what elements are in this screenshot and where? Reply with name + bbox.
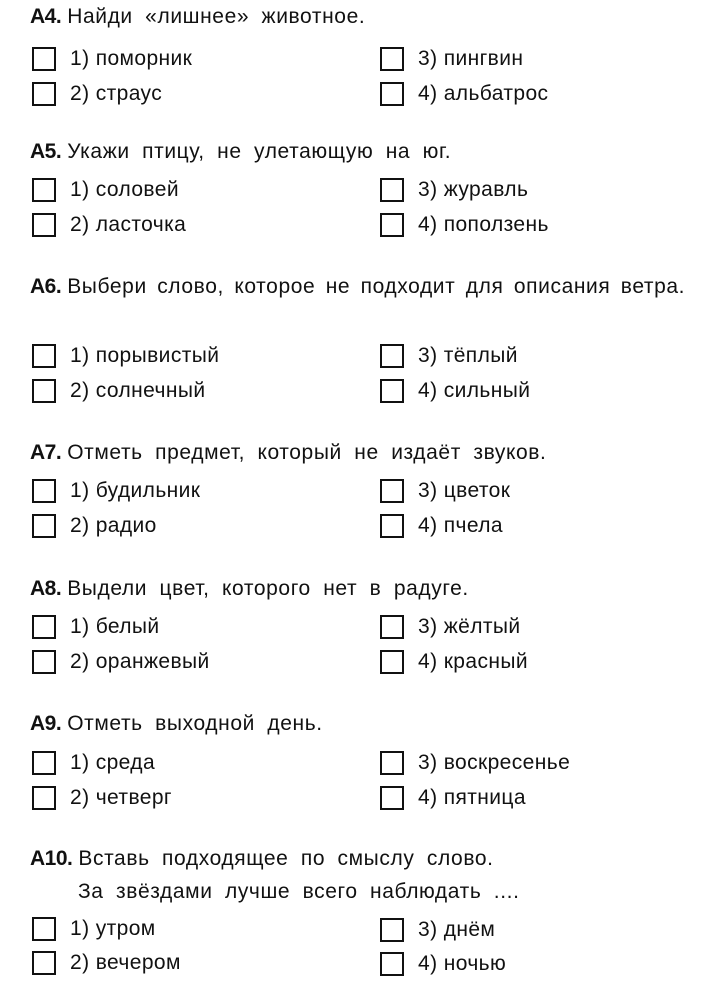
answer-checkbox[interactable] xyxy=(380,47,404,71)
answer-checkbox[interactable] xyxy=(32,82,56,106)
option-label: 1) порывистый xyxy=(70,344,220,367)
question-number: А5. xyxy=(30,140,62,163)
question-number: А8. xyxy=(30,577,62,600)
option-label: 4) ночью xyxy=(418,952,507,975)
option-2[interactable] xyxy=(32,377,205,405)
answer-checkbox[interactable] xyxy=(32,178,56,202)
option-label: 1) среда xyxy=(70,751,156,774)
answer-checkbox[interactable] xyxy=(380,650,404,674)
option-4[interactable] xyxy=(380,950,506,978)
answer-checkbox[interactable] xyxy=(32,650,56,674)
question-header xyxy=(30,4,365,30)
option-label: 2) солнечный xyxy=(70,379,206,402)
answer-checkbox[interactable] xyxy=(380,479,404,503)
option-1[interactable] xyxy=(32,477,200,505)
question-text: Найди «лишнее» животное. xyxy=(67,5,366,28)
option-label: 2) оранжевый xyxy=(70,650,210,673)
option-label: 3) жёлтый xyxy=(418,615,521,638)
option-label: 2) страус xyxy=(70,82,163,105)
answer-checkbox[interactable] xyxy=(380,786,404,810)
option-3[interactable] xyxy=(380,749,570,777)
option-1[interactable] xyxy=(32,613,160,641)
question-text: Укажи птицу, не улетающую на юг. xyxy=(67,140,452,163)
option-label: 2) ласточка xyxy=(70,213,187,236)
answer-checkbox[interactable] xyxy=(32,917,56,941)
option-3[interactable] xyxy=(380,176,528,204)
option-1[interactable] xyxy=(32,176,179,204)
option-label: 4) альбатрос xyxy=(418,82,549,105)
answer-checkbox[interactable] xyxy=(380,82,404,106)
option-2[interactable] xyxy=(32,784,172,812)
option-4[interactable] xyxy=(380,377,530,405)
option-4[interactable] xyxy=(380,211,549,239)
option-label: 1) будильник xyxy=(70,479,201,502)
option-3[interactable] xyxy=(380,342,518,370)
answer-checkbox[interactable] xyxy=(32,344,56,368)
question-header xyxy=(30,272,702,302)
option-1[interactable] xyxy=(32,749,155,777)
option-label: 3) журавль xyxy=(418,178,529,201)
answer-checkbox[interactable] xyxy=(32,479,56,503)
question-text-line2: За звёздами лучше всего наблюдать .... xyxy=(78,880,520,903)
option-3[interactable] xyxy=(380,613,521,641)
option-label: 3) тёплый xyxy=(418,344,518,367)
option-4[interactable] xyxy=(380,512,503,540)
option-label: 2) радио xyxy=(70,514,157,537)
answer-checkbox[interactable] xyxy=(32,47,56,71)
option-label: 1) поморник xyxy=(70,47,193,70)
option-label: 4) пятница xyxy=(418,786,526,809)
option-2[interactable] xyxy=(32,648,210,676)
option-label: 2) вечером xyxy=(70,951,181,974)
question-text: Отметь предмет, который не издаёт звуков. xyxy=(67,441,547,464)
answer-checkbox[interactable] xyxy=(32,514,56,538)
option-4[interactable] xyxy=(380,784,526,812)
answer-checkbox[interactable] xyxy=(32,751,56,775)
question-number: А9. xyxy=(30,712,62,735)
option-1[interactable] xyxy=(32,915,156,943)
question-text: Вставь подходящее по смыслу слово. xyxy=(78,847,494,870)
option-label: 1) утром xyxy=(70,917,156,940)
question-text: Выдели цвет, которого нет в радуге. xyxy=(67,577,469,600)
option-label: 4) пчела xyxy=(418,514,503,537)
answer-checkbox[interactable] xyxy=(32,213,56,237)
option-label: 3) воскресенье xyxy=(418,751,571,774)
option-label: 4) поползень xyxy=(418,213,549,236)
option-label: 2) четверг xyxy=(70,786,172,809)
question-header xyxy=(30,576,469,602)
option-3[interactable] xyxy=(380,45,523,73)
option-1[interactable] xyxy=(32,342,219,370)
answer-checkbox[interactable] xyxy=(380,344,404,368)
question-text: Выбери слово, которое не подходит для описания ветра. xyxy=(67,275,686,298)
option-4[interactable] xyxy=(380,80,548,108)
answer-checkbox[interactable] xyxy=(380,952,404,976)
answer-checkbox[interactable] xyxy=(32,786,56,810)
answer-checkbox[interactable] xyxy=(380,751,404,775)
question-text: Отметь выходной день. xyxy=(67,712,323,735)
question-number: А7. xyxy=(30,441,62,464)
option-label: 3) цветок xyxy=(418,479,511,502)
option-1[interactable] xyxy=(32,45,192,73)
option-2[interactable] xyxy=(32,211,186,239)
question-number: А10. xyxy=(30,847,73,870)
question-number: А4. xyxy=(30,5,62,28)
option-2[interactable] xyxy=(32,949,181,977)
answer-checkbox[interactable] xyxy=(32,615,56,639)
question-number: А6. xyxy=(30,275,62,298)
answer-checkbox[interactable] xyxy=(32,379,56,403)
question-header xyxy=(30,139,451,165)
answer-checkbox[interactable] xyxy=(380,379,404,403)
option-4[interactable] xyxy=(380,648,528,676)
option-label: 1) белый xyxy=(70,615,160,638)
option-label: 4) сильный xyxy=(418,379,531,402)
option-label: 3) днём xyxy=(418,918,496,941)
option-2[interactable] xyxy=(32,80,162,108)
question-header xyxy=(30,846,494,872)
answer-checkbox[interactable] xyxy=(380,918,404,942)
question-header xyxy=(30,440,546,466)
option-label: 4) красный xyxy=(418,650,528,673)
answer-checkbox[interactable] xyxy=(380,213,404,237)
answer-checkbox[interactable] xyxy=(32,951,56,975)
option-label: 1) соловей xyxy=(70,178,179,201)
question-header xyxy=(30,711,323,737)
answer-checkbox[interactable] xyxy=(380,615,404,639)
option-3[interactable] xyxy=(380,477,510,505)
option-3[interactable] xyxy=(380,916,495,944)
option-label: 3) пингвин xyxy=(418,47,524,70)
answer-checkbox[interactable] xyxy=(380,514,404,538)
answer-checkbox[interactable] xyxy=(380,178,404,202)
option-2[interactable] xyxy=(32,512,157,540)
